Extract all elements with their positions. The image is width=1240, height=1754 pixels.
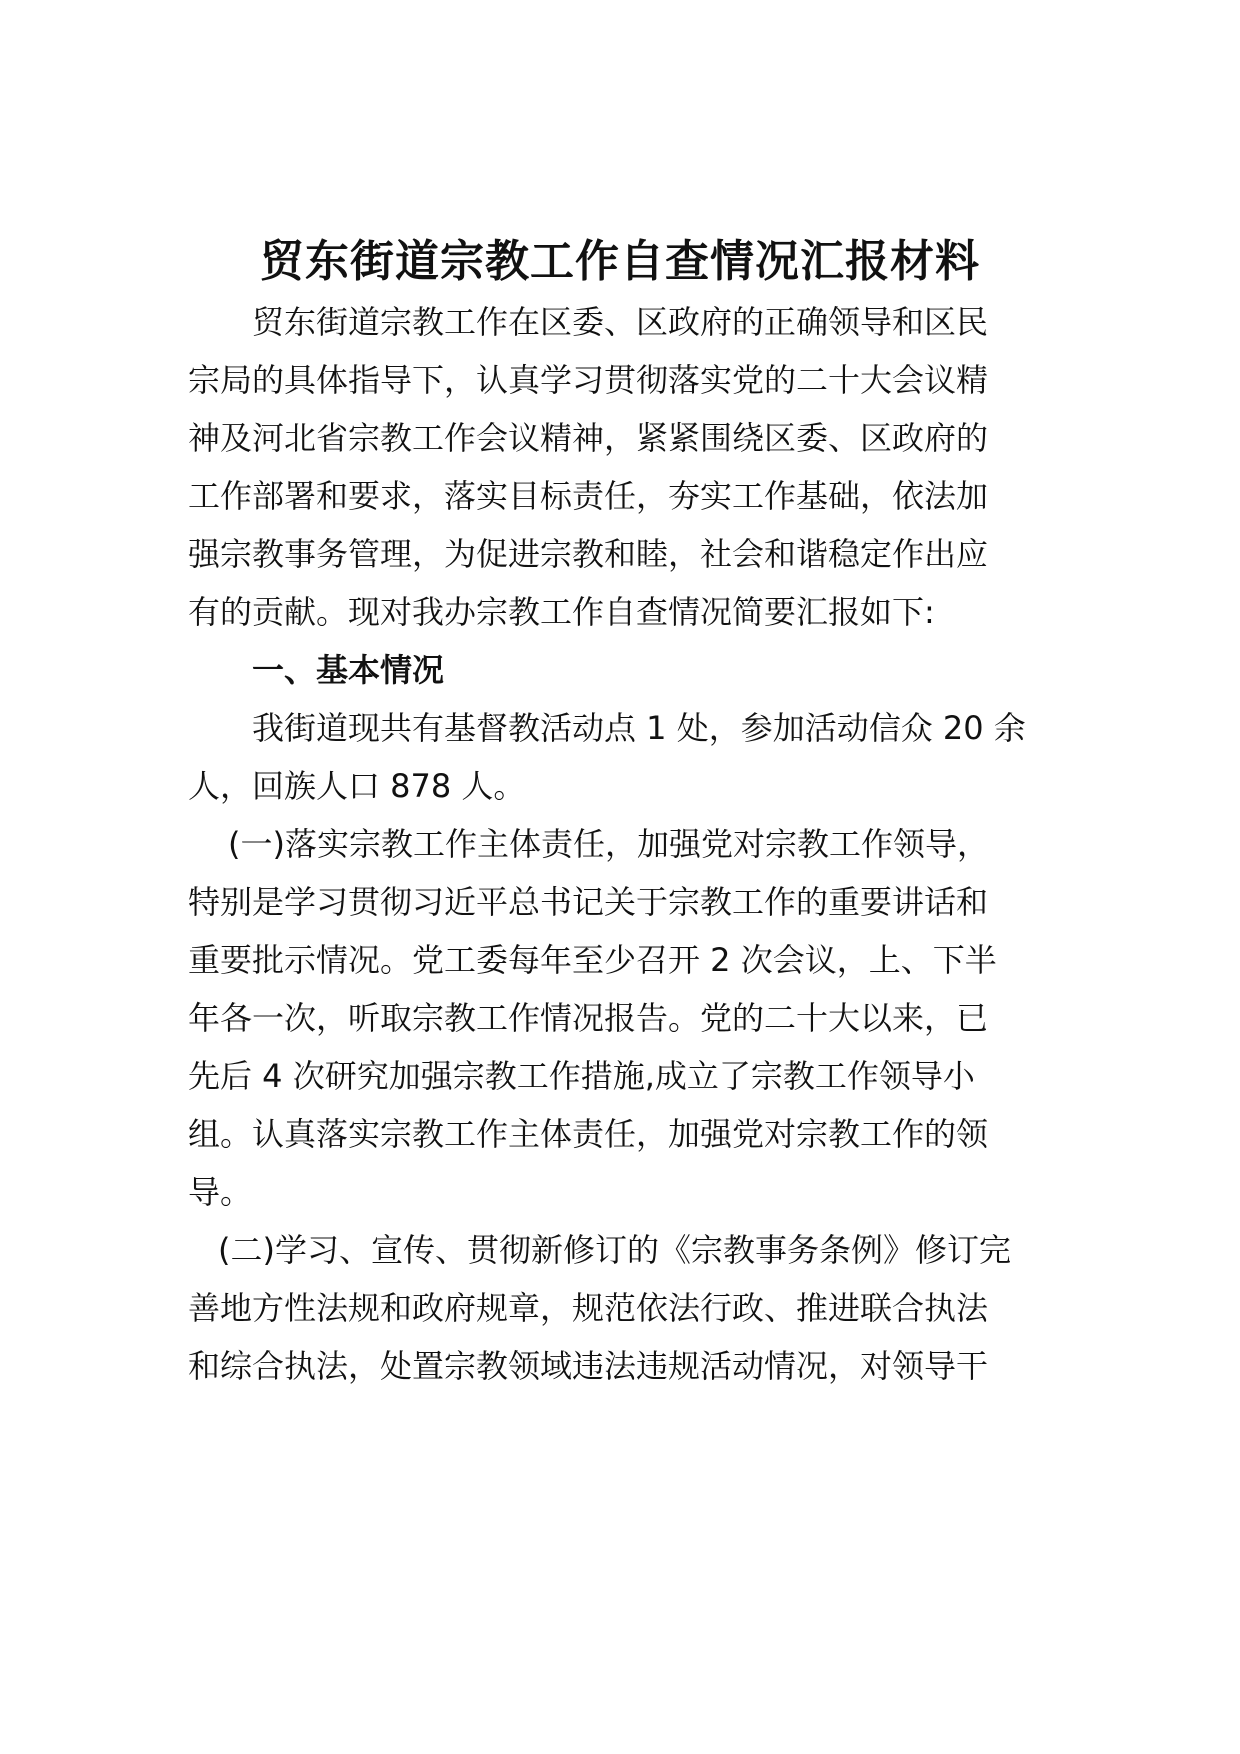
paragraph-line: 和综合执法，处置宗教领域违法违规活动情况，对领导干 [188, 1347, 989, 1385]
paragraph-line: (一)落实宗教工作主体责任，加强党对宗教工作领导， [228, 825, 989, 863]
paragraph-line: 强宗教事务管理，为促进宗教和睦，社会和谐稳定作出应 [188, 535, 989, 573]
section-heading: 一、基本情况 [252, 651, 445, 689]
page-title: 贸东街道宗教工作自查情况汇报材料 [260, 236, 980, 287]
paragraph-line: 宗局的具体指导下，认真学习贯彻落实党的二十大会议精 [188, 361, 989, 399]
paragraph-line: 人，回族人口 878 人。 [188, 767, 526, 805]
paragraph-line: (二)学习、宣传、贯彻新修订的《宗教事务条例》修订完 [218, 1231, 1011, 1269]
paragraph-line: 导。 [188, 1173, 253, 1211]
paragraph-line: 善地方性法规和政府规章，规范依法行政、推进联合执法 [188, 1289, 989, 1327]
paragraph-line: 我街道现共有基督教活动点 1 处，参加活动信众 20 余 [252, 709, 1026, 747]
paragraph-line: 特别是学习贯彻习近平总书记关于宗教工作的重要讲话和 [188, 883, 989, 921]
paragraph-line: 组。认真落实宗教工作主体责任，加强党对宗教工作的领 [188, 1115, 989, 1153]
paragraph-line: 先后 4 次研究加强宗教工作措施,成立了宗教工作领导小 [188, 1057, 975, 1095]
paragraph-line: 重要批示情况。党工委每年至少召开 2 次会议，上、下半 [188, 941, 997, 979]
paragraph-line: 年各一次，听取宗教工作情况报告。党的二十大以来，已 [188, 999, 989, 1037]
paragraph-line: 贸东街道宗教工作在区委、区政府的正确领导和区民 [252, 303, 989, 341]
paragraph-line: 神及河北省宗教工作会议精神，紧紧围绕区委、区政府的 [188, 419, 989, 457]
paragraph-line: 工作部署和要求，落实目标责任，夯实工作基础，依法加 [188, 477, 989, 515]
paragraph-line: 有的贡献。现对我办宗教工作自查情况简要汇报如下: [188, 593, 935, 631]
